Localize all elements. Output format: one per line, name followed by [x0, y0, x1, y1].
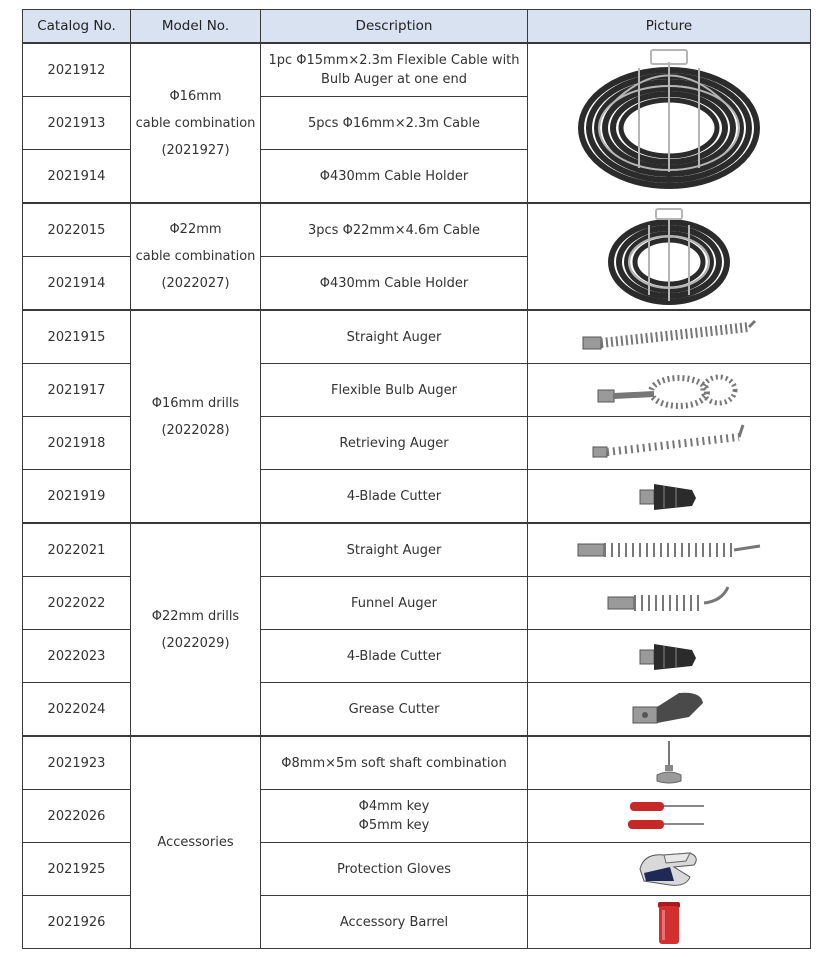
picture-cell: [528, 364, 811, 417]
catalog-no: 2021923: [23, 736, 131, 790]
description: Protection Gloves: [261, 843, 528, 896]
bulb-auger-image: [594, 370, 744, 410]
catalog-no: 2021913: [23, 97, 131, 150]
catalog-no: 2022022: [23, 577, 131, 630]
description: 5pcs Φ16mm×2.3m Cable: [261, 97, 528, 150]
picture-cell: [528, 577, 811, 630]
description: [261, 43, 528, 97]
grease-cutter-image: [629, 687, 709, 731]
description: Retrieving Auger: [261, 417, 528, 470]
table-row: [23, 43, 811, 97]
cable-coil-large-image: [569, 48, 769, 198]
catalog-no: 2021912: [23, 43, 131, 97]
table-row: [23, 523, 811, 577]
catalog-no: 2022015: [23, 203, 131, 257]
description: Flexible Bulb Auger: [261, 364, 528, 417]
blade-cutter-image: [634, 636, 704, 676]
header-description: Description: [261, 10, 528, 44]
soft-shaft-image: [649, 739, 689, 787]
model-line: (2022028): [161, 422, 230, 438]
description: 3pcs Φ22mm×4.6m Cable: [261, 203, 528, 257]
description: Grease Cutter: [261, 683, 528, 737]
cable-coil-small-image: [604, 207, 734, 307]
keys-image: [624, 796, 714, 836]
description: 4-Blade Cutter: [261, 470, 528, 524]
gloves-image: [634, 847, 704, 891]
catalog-no: 2022023: [23, 630, 131, 683]
catalog-no: 2021914: [23, 150, 131, 204]
picture-cell: [528, 310, 811, 364]
description: Straight Auger: [261, 310, 528, 364]
model-line: Φ16mm: [169, 88, 222, 104]
catalog-no: 2021926: [23, 896, 131, 949]
catalog-no: 2022024: [23, 683, 131, 737]
header-catalog-no: Catalog No.: [23, 10, 131, 44]
description-line: Φ4mm key: [358, 799, 430, 814]
picture-cell: [528, 896, 811, 949]
picture-cell: [528, 203, 811, 310]
retrieving-auger-image: [589, 421, 749, 465]
picture-cell: [528, 470, 811, 524]
header-picture: Picture: [528, 10, 811, 44]
catalog-no: 2022021: [23, 523, 131, 577]
description: Φ430mm Cable Holder: [261, 257, 528, 311]
picture-cell: [528, 843, 811, 896]
description: Straight Auger: [261, 523, 528, 577]
picture-cell: [528, 683, 811, 737]
catalog-no: 2021915: [23, 310, 131, 364]
blade-cutter-image: [634, 476, 704, 516]
description: Accessory Barrel: [261, 896, 528, 949]
model-line: Φ22mm: [169, 222, 222, 237]
catalog-no: 2021918: [23, 417, 131, 470]
barrel-image: [649, 898, 689, 946]
picture-cell: [528, 790, 811, 843]
table-row: [23, 203, 811, 257]
catalog-no: 2021914: [23, 257, 131, 311]
funnel-auger-image: [604, 583, 734, 623]
header-model-no: Model No.: [131, 10, 261, 44]
description: 4-Blade Cutter: [261, 630, 528, 683]
catalog-no: 2022026: [23, 790, 131, 843]
model-no: [131, 43, 261, 203]
picture-cell: [528, 43, 811, 203]
model-line: cable combination: [135, 249, 256, 264]
model-line: cable combination: [135, 115, 256, 131]
picture-cell: [528, 417, 811, 470]
description-line: Bulb Auger at one end: [320, 72, 468, 87]
catalog-no: 2021925: [23, 843, 131, 896]
picture-cell: [528, 523, 811, 577]
model-line: Accessories: [157, 835, 234, 850]
model-line: (2022029): [161, 635, 230, 651]
model-line: (2022027): [161, 276, 230, 291]
header-row: [23, 10, 811, 44]
catalog-no: 2021917: [23, 364, 131, 417]
catalog-no: 2021919: [23, 470, 131, 524]
description: Φ8mm×5m soft shaft combination: [261, 736, 528, 790]
table-row: [23, 310, 811, 364]
description: Funnel Auger: [261, 577, 528, 630]
description-line: 1pc Φ15mm×2.3m Flexible Cable with: [268, 53, 520, 68]
model-line: Φ16mm drills: [151, 395, 240, 411]
straight-auger-long-image: [574, 532, 764, 568]
model-line: Φ22mm drills: [151, 608, 240, 624]
model-no: [131, 203, 261, 310]
model-no: [131, 736, 261, 949]
catalog-table: [22, 9, 811, 949]
table-row: [23, 736, 811, 790]
picture-cell: [528, 630, 811, 683]
description-line: Φ5mm key: [358, 818, 430, 833]
model-no: [131, 310, 261, 523]
straight-auger-image: [579, 317, 759, 357]
picture-cell: [528, 736, 811, 790]
description: [261, 790, 528, 843]
description: Φ430mm Cable Holder: [261, 150, 528, 204]
model-line: (2021927): [161, 142, 230, 158]
model-no: [131, 523, 261, 736]
